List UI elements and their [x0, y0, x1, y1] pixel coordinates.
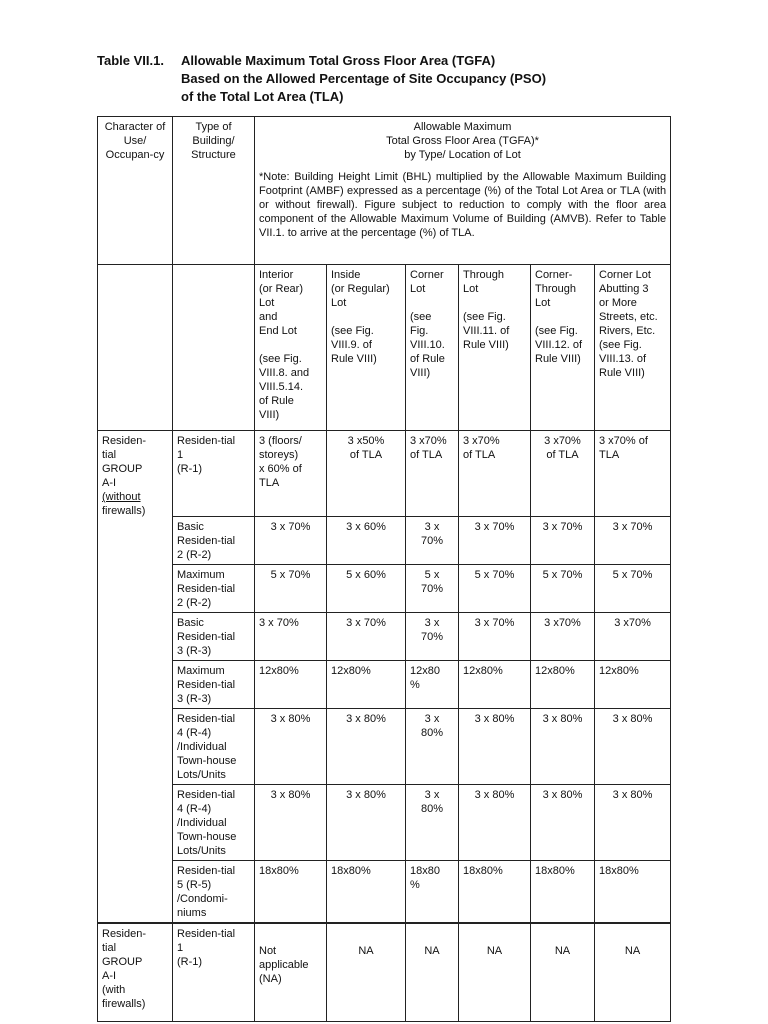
lot-type-corner-abutting: Corner Lot Abutting 3 or More Streets, etc. Rivers, Etc. (see Fig. VIII.13. of Rule VIII) [595, 265, 671, 431]
value-cell: 3 x70% of TLA [406, 431, 459, 517]
value-cell: 18x80% [459, 861, 531, 924]
value-cell: 5 x 60% [327, 565, 406, 613]
building-type: Residen-tial 5 (R-5) /Condomi- niums [173, 861, 255, 924]
table-title [181, 52, 661, 106]
lot-type-inside: Inside (or Regular) Lot (see Fig. VIII.9. of Rule VIII) [327, 265, 406, 431]
value-cell: 3 x 80% [327, 785, 406, 861]
value-cell: 3 x 80% [595, 709, 671, 785]
lot-type-interior: Interior (or Rear) Lot and End Lot (see Fig. VIII.8. and VIII.5.14. of Rule VIII) [255, 265, 327, 431]
value-cell: NA [327, 923, 406, 1021]
table-title-line: Allowable Maximum Total Gross Floor Area (TGFA) [181, 53, 496, 68]
value-cell: 18x80% [255, 861, 327, 924]
value-cell: 3 x 70% [255, 613, 327, 661]
value-cell: 3 x 70% [406, 613, 459, 661]
table-row [98, 431, 671, 517]
value-cell: 3 x 80% [459, 709, 531, 785]
value-cell: 3 x 70% [406, 517, 459, 565]
table-row [98, 517, 671, 565]
value-cell: 3 x 80% [327, 709, 406, 785]
value-cell: 3 x 70% [595, 517, 671, 565]
value-cell: 12x80% [255, 661, 327, 709]
building-type: Maximum Residen-tial 2 (R-2) [173, 565, 255, 613]
value-cell: 18x80% [327, 861, 406, 924]
empty-cell [173, 265, 255, 431]
table-row [98, 923, 671, 1021]
value-cell: 5 x 70% [531, 565, 595, 613]
tgfa-table [97, 116, 671, 1022]
building-type: Basic Residen-tial 2 (R-2) [173, 517, 255, 565]
value-cell: 3 x70% of TLA [459, 431, 531, 517]
lot-type-row [98, 265, 671, 431]
value-cell: 18x80% [595, 861, 671, 924]
value-cell: 3 x50% of TLA [327, 431, 406, 517]
value-cell: 3 x 80% [531, 709, 595, 785]
value-cell: 3 x70% [531, 613, 595, 661]
header-note: *Note: Building Height Limit (BHL) multiplied by the Allowable Maximum Building Footprint (AMBF) expressed as a percentage (%) of the Total Lot Area or TLA (with or without firewall). Figure subject to reduction to comply with the floor area component of the Allowable Maximum Volume of Building (AMVB). Refer to Table VII.1. to arrive at the percentage (%) of TLA. [259, 171, 667, 239]
value-cell: 12x80% [595, 661, 671, 709]
value-cell: 5 x 70% [406, 565, 459, 613]
value-cell: 18x80% [531, 861, 595, 924]
allowable-title-line: Total Gross Floor Area (TGFA)* [386, 135, 539, 147]
value-cell: 3 x 70% [459, 517, 531, 565]
table-row [98, 709, 671, 785]
table-row [98, 661, 671, 709]
building-type: Maximum Residen-tial 3 (R-3) [173, 661, 255, 709]
value-cell: 12x80% [327, 661, 406, 709]
table-row [98, 565, 671, 613]
value-cell: 5 x 70% [255, 565, 327, 613]
value-cell: 3 x70% [595, 613, 671, 661]
value-cell: 3 x 80% [459, 785, 531, 861]
empty-cell [98, 265, 173, 431]
value-cell: 12x80 % [406, 661, 459, 709]
value-cell: 12x80% [459, 661, 531, 709]
value-cell: NA [406, 923, 459, 1021]
header-row [98, 117, 671, 265]
value-cell: 12x80% [531, 661, 595, 709]
character-header: Character of Use/ Occupan-cy [98, 117, 173, 265]
allowable-title-line: by Type/ Location of Lot [404, 149, 521, 161]
value-cell: 3 x 80% [255, 785, 327, 861]
value-cell: 3 x 80% [406, 709, 459, 785]
value-cell: 3 x 60% [327, 517, 406, 565]
value-cell: 3 x 80% [255, 709, 327, 785]
table-number: Table VII.1. [97, 53, 164, 68]
value-cell: 3 x70% of TLA [531, 431, 595, 517]
table-row [98, 785, 671, 861]
value-cell: 3 (floors/ storeys) x 60% of TLA [255, 431, 327, 517]
value-cell: NA [531, 923, 595, 1021]
value-cell: 3 x 80% [595, 785, 671, 861]
value-cell: NA [595, 923, 671, 1021]
value-cell: 18x80 % [406, 861, 459, 924]
building-type: Residen-tial 4 (R-4) /Individual Town-house Lots/Units [173, 709, 255, 785]
type-header: Type of Building/ Structure [173, 117, 255, 265]
lot-type-corner: Corner Lot (see Fig. VIII.10. of Rule VIII) [406, 265, 459, 431]
group-with-firewalls: Residen- tial GROUP A-I (with firewalls) [98, 923, 173, 1021]
building-type: Residen-tial 4 (R-4) /Individual Town-house Lots/Units [173, 785, 255, 861]
value-cell: Not applicable (NA) [255, 923, 327, 1021]
value-cell: 3 x70% of TLA [595, 431, 671, 517]
building-type: Residen-tial 1 (R-1) [173, 431, 255, 517]
value-cell: 5 x 70% [459, 565, 531, 613]
building-type: Basic Residen-tial 3 (R-3) [173, 613, 255, 661]
allowable-title-line: Allowable Maximum [413, 121, 512, 133]
table-row [98, 613, 671, 661]
lot-type-through: Through Lot (see Fig. VIII.11. of Rule VIII) [459, 265, 531, 431]
lot-type-corner-through: Corner- Through Lot (see Fig. VIII.12. of Rule VIII) [531, 265, 595, 431]
value-cell: 3 x 80% [406, 785, 459, 861]
group-without-firewalls: Residen- tial GROUP A-I (without firewalls) [98, 431, 173, 924]
building-type: Residen-tial 1 (R-1) [173, 923, 255, 1021]
value-cell: 3 x 70% [255, 517, 327, 565]
table-title-line: of the Total Lot Area (TLA) [181, 89, 344, 104]
value-cell: 3 x 70% [531, 517, 595, 565]
table-title-line: Based on the Allowed Percentage of Site Occupancy (PSO) [181, 71, 547, 86]
table-row [98, 861, 671, 924]
value-cell: 3 x 70% [327, 613, 406, 661]
allowable-header [255, 117, 671, 265]
value-cell: 3 x 70% [459, 613, 531, 661]
value-cell: NA [459, 923, 531, 1021]
value-cell: 3 x 80% [531, 785, 595, 861]
value-cell: 5 x 70% [595, 565, 671, 613]
